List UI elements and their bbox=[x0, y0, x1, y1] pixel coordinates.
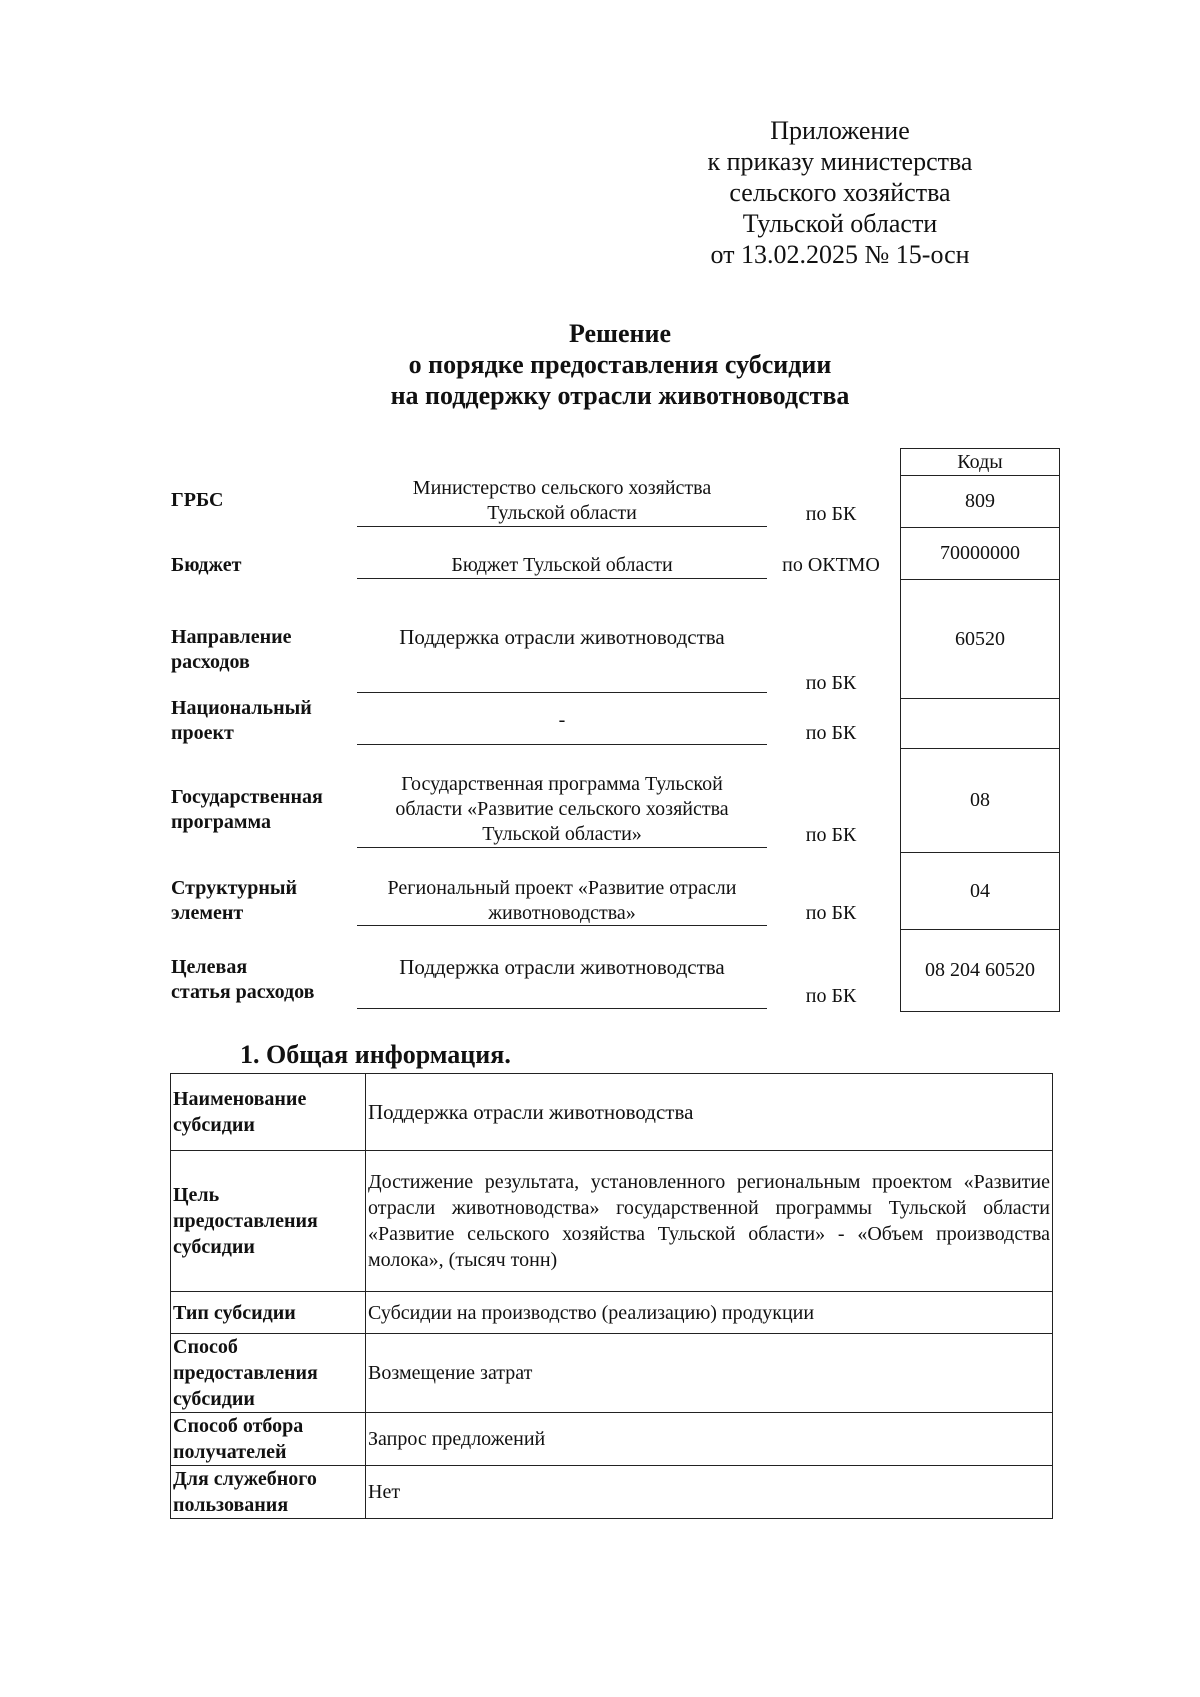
appendix-line: сельского хозяйства bbox=[729, 178, 951, 207]
row-value: Запрос предложений bbox=[366, 1413, 1053, 1466]
po-structural: по БК bbox=[805, 902, 857, 924]
value-structural: Региональный проект «Развитие отрасли животноводства» bbox=[387, 877, 737, 924]
label-program: Государственная программа bbox=[171, 786, 323, 833]
value-program: Государственная программа Тульской области «Развитие сельского хозяйства Тульской области» bbox=[395, 773, 729, 845]
table-row bbox=[171, 1466, 1053, 1519]
po-program: по БК bbox=[805, 824, 857, 846]
label-grbs: ГРБС bbox=[171, 489, 224, 511]
row-key: Цель предоставления субсидии bbox=[171, 1151, 366, 1292]
appendix-line: Приложение bbox=[770, 116, 910, 145]
code-program: 08 bbox=[901, 748, 1059, 852]
codes-column bbox=[900, 448, 1060, 1012]
value-target: Поддержка отрасли животноводства bbox=[399, 955, 725, 979]
label-national: Национальный проект bbox=[171, 697, 312, 744]
row-key: Наименование субсидии bbox=[171, 1074, 366, 1151]
document-title bbox=[300, 318, 940, 411]
label-target: Целевая статья расходов bbox=[171, 956, 315, 1003]
value-direction: Поддержка отрасли животноводства bbox=[399, 625, 725, 649]
value-national: - bbox=[558, 709, 566, 731]
underline bbox=[357, 925, 767, 926]
appendix-line: к приказу министерства bbox=[707, 147, 973, 176]
underline bbox=[357, 692, 767, 693]
po-national: по БК bbox=[805, 722, 857, 744]
po-target: по БК bbox=[805, 985, 857, 1007]
po-direction: по БК bbox=[805, 672, 857, 694]
section-heading: 1. Общая информация. bbox=[240, 1040, 511, 1069]
code-structural: 04 bbox=[901, 852, 1059, 929]
title-line: о порядке предоставления субсидии bbox=[408, 350, 832, 379]
codes-header: Коды bbox=[957, 450, 1003, 473]
title-line: на поддержку отрасли животноводства bbox=[390, 381, 850, 410]
table-row bbox=[171, 1151, 1053, 1292]
underline bbox=[357, 526, 767, 527]
underline bbox=[357, 847, 767, 848]
underline bbox=[357, 578, 767, 579]
underline bbox=[357, 1008, 767, 1009]
row-key: Способ предоставления субсидии bbox=[171, 1334, 366, 1413]
row-value: Достижение результата, установленного региональным проектом «Развитие отрасли животноводства» государственной программы Тульской области «Развитие сельского хозяйства Тульской области» - «Объем производства молока», (тысяч тонн) bbox=[366, 1151, 1053, 1292]
table-row bbox=[171, 1074, 1053, 1151]
code-direction: 60520 bbox=[901, 579, 1059, 698]
po-grbs: по БК bbox=[805, 503, 857, 525]
row-value: Возмещение затрат bbox=[366, 1334, 1053, 1413]
label-direction: Направление расходов bbox=[171, 626, 292, 673]
table-row bbox=[171, 1292, 1053, 1334]
table-row bbox=[171, 1334, 1053, 1413]
value-budget: Бюджет Тульской области bbox=[451, 554, 673, 576]
label-structural: Структурный элемент bbox=[171, 877, 297, 924]
appendix-line: Тульской области bbox=[742, 209, 938, 238]
value-grbs: Министерство сельского хозяйства Тульской области bbox=[412, 477, 712, 524]
underline bbox=[357, 744, 767, 745]
table-row bbox=[171, 1413, 1053, 1466]
code-grbs: 809 bbox=[901, 475, 1059, 527]
row-key: Для служебного пользования bbox=[171, 1466, 366, 1519]
appendix-order-date: от 13.02.2025 № 15-осн bbox=[710, 240, 970, 269]
row-value: Нет bbox=[366, 1466, 1053, 1519]
row-value: Поддержка отрасли животноводства bbox=[366, 1074, 1053, 1151]
code-national bbox=[901, 698, 1059, 748]
code-oktmo: 70000000 bbox=[901, 527, 1059, 579]
row-value: Субсидии на производство (реализацию) продукции bbox=[366, 1292, 1053, 1334]
appendix-block bbox=[640, 115, 1040, 270]
code-target: 08 204 60520 bbox=[901, 929, 1059, 1011]
po-budget: по ОКТМО bbox=[782, 554, 880, 576]
label-budget: Бюджет bbox=[171, 554, 242, 576]
title-line: Решение bbox=[568, 319, 672, 348]
row-key: Способ отбора получателей bbox=[171, 1413, 366, 1466]
row-key: Тип субсидии bbox=[171, 1292, 366, 1334]
general-info-table bbox=[170, 1073, 1053, 1519]
